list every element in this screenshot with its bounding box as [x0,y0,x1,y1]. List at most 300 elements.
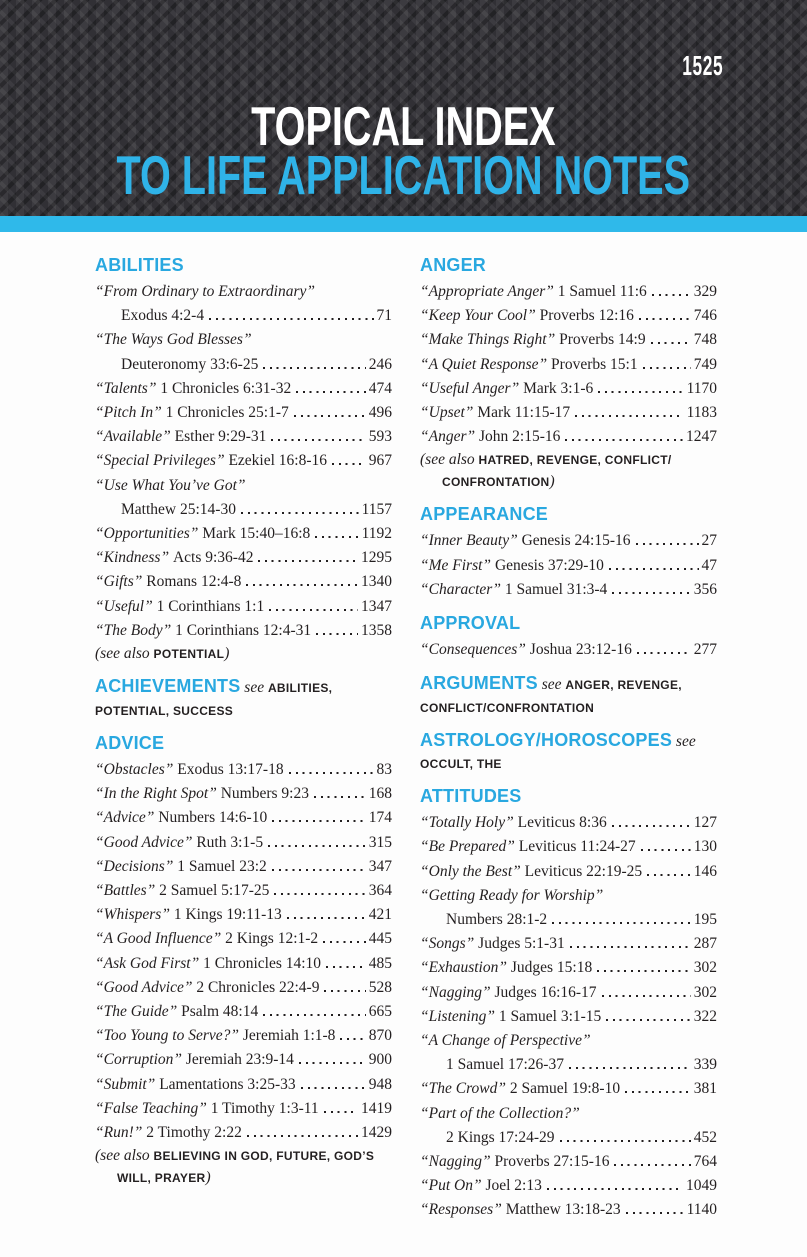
index-entry [420,981,717,1005]
index-section-abilities [95,255,392,665]
page-reference: 496 [368,404,392,422]
index-entry [420,377,717,401]
entry-title-line [420,1102,717,1126]
index-entry [95,976,392,1000]
see-label: see [240,679,268,697]
entry-text [95,595,264,619]
dot-leader [326,966,366,968]
scripture-reference: Ezekiel 16:8-16 [228,452,328,470]
note-title: “Kindness” [95,549,173,567]
dot-leader [289,772,374,774]
index-entry [420,554,717,578]
page-reference: 1295 [361,549,392,567]
note-title: “Ask God First” [95,954,204,972]
note-title: “The Body” [95,621,176,639]
index-entry [95,570,392,594]
note-title: “Totally Holy” [420,814,518,832]
scripture-reference: Esther 9:29-31 [174,428,267,446]
dot-leader [263,1014,366,1016]
index-entry [420,578,717,602]
index-entry [95,782,392,806]
index-entry [420,280,717,304]
see-also-note [95,643,392,665]
dot-leader [269,609,358,611]
section-heading [420,504,717,525]
note-title: “Battles” [95,882,160,900]
entry-text [95,546,253,570]
page-reference: 1170 [686,379,717,397]
index-entry [420,860,717,884]
scripture-reference: 1 Chronicles 14:10 [203,954,322,972]
page-reference: 665 [368,1003,392,1021]
dot-leader [247,1135,358,1137]
scripture-reference: 2 Kings 17:24-29 [446,1128,555,1146]
index-entry [420,425,717,449]
entry-title-line [95,474,392,498]
entry-text [95,1097,319,1121]
entry-text [420,1005,601,1029]
index-entry [95,595,392,619]
index-entry [95,425,392,449]
dot-leader [612,825,691,827]
page-reference: 1419 [361,1099,392,1117]
note-title: “Gifts” [95,573,147,591]
entry-text [420,811,607,835]
dot-leader [272,820,366,822]
dot-leader [263,367,365,369]
page-reference: 339 [693,1056,717,1074]
page-reference: 168 [368,785,392,803]
entry-text [420,638,632,662]
entry-text [420,932,565,956]
dot-leader [268,845,366,847]
dot-leader [614,1164,690,1166]
scripture-reference: Leviticus 11:24-27 [518,838,636,856]
page-reference: 764 [693,1153,717,1171]
page-reference: 900 [368,1051,392,1069]
index-entry [95,855,392,879]
index-entry [420,529,717,553]
note-title: “Available” [95,428,175,446]
entry-reference-row [95,498,392,522]
page-reference: 322 [693,1007,717,1025]
scripture-reference: Psalm 48:14 [181,1003,259,1021]
index-section-astrology-horoscopes [420,730,717,775]
index-entry [95,903,392,927]
scripture-reference: Genesis 37:29-10 [494,556,604,574]
note-title: “Useful” [95,597,157,615]
scripture-reference: Judges 16:16-17 [494,983,597,1001]
entry-text [420,578,607,602]
index-entry [95,1048,392,1072]
note-title: “Listening” [420,1007,499,1025]
section-heading [420,730,717,775]
entry-text [95,1048,294,1072]
note-title: “Too Young to Serve?” [95,1027,243,1045]
page-header-banner [0,0,807,216]
index-entry [95,377,392,401]
note-title: “Character” [420,580,505,598]
index-section-attitudes [420,786,717,1222]
note-title: “Opportunities” [95,525,203,543]
entry-text [420,956,592,980]
index-entry [420,1005,717,1029]
page-reference: 329 [693,283,717,300]
entry-reference-row [420,1053,717,1077]
index-entry [420,1198,717,1222]
title-row-2 [0,144,807,206]
scripture-reference: 1 Samuel 23:2 [177,857,267,875]
dot-leader [643,367,691,369]
dot-leader [647,874,691,876]
scripture-reference: Deuteronomy 33:6-25 [121,355,259,373]
entry-text [420,1150,609,1174]
index-entry [95,806,392,830]
entry-text [420,425,560,449]
page-reference: 746 [693,307,717,325]
scripture-reference: Matthew 25:14-30 [121,500,236,518]
index-section-arguments [420,673,717,719]
page-reference: 287 [693,935,717,953]
page-reference: 452 [693,1128,717,1146]
dot-leader [639,318,691,320]
entry-text [95,570,241,594]
scripture-reference: Proverbs 15:1 [551,355,638,373]
dot-leader [641,849,691,851]
dot-leader [299,1062,366,1064]
entry-text [95,1024,335,1048]
page-title-line2: TO LIFE APPLICATION NOTES [116,144,691,206]
page-number-text: 1525 [681,50,723,81]
dot-leader [606,1019,690,1021]
index-entry [95,1121,392,1145]
entry-text [95,976,319,1000]
see-also-references: HATRED, REVENGE, CONFLICT/​CONFRONTATION [442,453,672,490]
index-entry [95,879,392,903]
dot-leader [258,560,358,562]
note-title: “Special Privileges” [95,452,229,470]
entry-text [420,304,634,328]
page-reference: 967 [368,452,392,470]
entry-text [95,855,267,879]
dot-leader [271,439,365,441]
scripture-reference: 1 Kings 19:11-13 [173,906,282,924]
page-reference: 381 [693,1080,717,1098]
page-reference: 146 [693,862,717,880]
entry-text [95,401,289,425]
entry-text [95,758,284,782]
entry-text [420,377,593,401]
note-title: “In the Right Spot” [95,785,221,803]
scripture-reference: Numbers 9:23 [220,785,309,803]
section-heading-text: ABILITIES [95,255,184,275]
entry-title-line [420,884,717,908]
dot-leader [296,391,366,393]
page-reference: 474 [368,379,392,397]
page-reference: 1340 [361,573,392,591]
note-title: “Whispers” [95,906,174,924]
index-entry [420,353,717,377]
scripture-reference: Acts 9:36-42 [172,549,254,567]
scripture-reference: Proverbs 12:16 [539,307,634,325]
entry-text [420,835,636,859]
index-section-appearance [420,504,717,602]
scripture-reference: Genesis 24:15-16 [521,532,631,550]
scripture-reference: 1 Samuel 17:26-37 [446,1056,564,1074]
note-title: “Me First” [420,556,495,574]
section-heading-text: ASTROLOGY/HOROSCOPES [420,730,673,751]
section-heading-text: ADVICE [95,733,165,754]
page-reference: 749 [693,355,717,373]
note-title: “The Guide” [95,1003,182,1021]
dot-leader [565,439,683,441]
folio-page-number [657,52,723,80]
index-entry [95,619,392,643]
index-entry [420,811,717,835]
section-heading-text: APPROVAL [420,613,521,634]
dot-leader [575,415,683,417]
note-title: “The Crowd” [420,1080,510,1098]
note-title: “Keep Your Cool” [420,307,540,325]
dot-leader [547,1188,683,1190]
index-entry [420,401,717,425]
index-entry [420,1150,717,1174]
dot-leader [560,1140,691,1142]
scripture-reference: Ruth 3:1-5 [196,833,264,851]
note-title: “Songs” [420,935,479,953]
scripture-reference: 2 Chronicles 22:4-9 [196,978,320,996]
see-also-references: POTENTIAL [153,647,225,662]
entry-reference-row [420,1126,717,1150]
index-entry [420,304,717,328]
dot-leader [323,941,366,943]
scripture-reference: Romans 12:4-8 [146,573,242,591]
page-reference: 174 [368,809,392,827]
entry-text [95,927,318,951]
dot-leader [332,463,366,465]
section-heading-text: ATTITUDES [420,786,522,807]
section-heading [95,255,392,276]
section-heading-text: ARGUMENTS [420,673,538,694]
page-reference: 127 [693,814,717,832]
see-label: see [537,676,566,694]
index-section-achievements [95,676,392,722]
entry-text [420,554,604,578]
scripture-reference: 1 Samuel 31:3-4 [504,580,608,598]
page-reference: 1347 [361,597,392,615]
page-reference: 27 [701,532,717,550]
note-title: “Anger” [420,428,479,446]
entry-text [420,1198,621,1222]
dot-leader [569,1067,691,1069]
index-entry [420,932,717,956]
scripture-reference: Proverbs 14:9 [559,331,646,349]
scripture-reference: 1 Corinthians 12:4-31 [175,621,312,639]
entry-text [420,401,570,425]
page-reference: 302 [693,959,717,977]
entry-text [95,1073,296,1097]
dot-leader [316,633,358,635]
scripture-reference: Judges 5:1-31 [478,935,565,953]
page-reference: 748 [693,331,717,349]
scripture-reference: Jeremiah 23:9-14 [185,1051,294,1069]
dot-leader [340,1038,365,1040]
page-reference: 1192 [361,525,392,543]
note-title: “The Ways God Blesses” [95,331,252,349]
scripture-reference: Joshua 23:12-16 [529,641,632,659]
index-entry [95,546,392,570]
note-title: “Exhaustion” [420,959,511,977]
index-entry [95,831,392,855]
entry-text [420,280,647,304]
entry-text [95,952,321,976]
page-reference: 246 [368,355,392,373]
page-reference: 1429 [361,1124,392,1142]
note-title: “Part of the Collection?” [420,1104,580,1122]
dot-leader [625,1091,691,1093]
entry-text [95,1121,242,1145]
note-title: “Nagging” [420,983,495,1001]
entry-title-line [420,1029,717,1053]
note-title: “A Change of Perspective” [420,1032,591,1050]
dot-leader [636,543,699,545]
dot-leader [570,946,691,948]
entry-text [95,377,291,401]
index-entry [95,1024,392,1048]
dot-leader [651,342,691,344]
index-entry [95,758,392,782]
note-title: “Run!” [95,1124,147,1142]
page-reference: 421 [368,906,392,924]
entry-reference-row [420,908,717,932]
dot-leader [315,536,358,538]
note-title: “Pitch In” [95,404,166,422]
entry-text [420,1077,620,1101]
page-reference: 1140 [686,1201,717,1219]
index-section-approval [420,613,717,662]
dot-leader [552,922,691,924]
note-title: “Use What You’ve Got” [95,476,246,494]
entry-text [420,328,646,352]
dot-leader [602,995,691,997]
dot-leader [598,391,683,393]
see-also-close: ) [205,1169,211,1187]
index-entry [95,401,392,425]
note-title: “Useful Anger” [420,379,524,397]
see-references: OCCULT, THE [420,757,502,772]
index-entry [420,1174,717,1198]
entry-text [95,782,309,806]
see-references: ABILITIES, POTENTIAL, SUCCESS [95,681,333,719]
section-heading-text: APPEARANCE [420,504,549,525]
scripture-reference: Judges 15:18 [510,959,593,977]
page-reference: 870 [368,1027,392,1045]
see-also-label: (see also [95,1147,154,1165]
note-title: “Obstacles” [95,761,178,779]
note-title: “Talents” [95,379,161,397]
scripture-reference: Exodus 13:17-18 [177,761,284,779]
scripture-reference: Leviticus 22:19-25 [524,862,643,880]
index-entry [95,449,392,473]
scripture-reference: 2 Kings 12:1-2 [225,930,319,948]
page-reference: 83 [376,761,392,779]
index-entry [420,328,717,352]
dot-leader [294,415,366,417]
note-title: “Consequences” [420,641,530,659]
column-right [420,255,717,1223]
entry-title-line [95,328,392,352]
entry-text [95,879,269,903]
section-heading [95,733,392,754]
dot-leader [652,294,691,296]
page-reference: 948 [368,1075,392,1093]
page-reference: 71 [376,307,392,325]
entry-text [95,831,263,855]
entry-text [420,860,642,884]
dot-leader [324,1111,358,1113]
scripture-reference: 1 Corinthians 1:1 [156,597,265,615]
page-reference: 1358 [361,621,392,639]
scripture-reference: Numbers 14:6-10 [158,809,268,827]
dot-leader [637,652,691,654]
note-title: “Corruption” [95,1051,186,1069]
scripture-reference: 2 Timothy 2:22 [146,1124,242,1142]
see-references: ANGER, REVENGE, CONFLICT/​CONFRONTATION [420,678,682,716]
scripture-reference: Mark 11:15-17 [477,404,571,422]
page-reference: 47 [701,556,717,574]
page-reference: 195 [693,911,717,929]
section-heading [420,255,717,276]
page-reference: 485 [368,954,392,972]
section-heading [420,613,717,634]
column-left [95,255,392,1223]
scripture-reference: Numbers 28:1-2 [446,911,548,929]
note-title: “Appropriate Anger” [420,283,558,300]
note-title: “From Ordinary to Extraordinary” [95,283,316,300]
entry-text [95,806,267,830]
note-title: “Inner Beauty” [420,532,522,550]
entry-text [420,1174,542,1198]
see-also-close: ) [549,473,555,491]
scripture-reference: Mark 3:1-6 [523,379,594,397]
see-also-label: (see also [95,645,154,663]
scripture-reference: 1 Samuel 11:6 [557,283,647,300]
index-entry [420,1077,717,1101]
note-title: “False Teaching” [95,1099,211,1117]
note-title: “Good Advice” [95,978,197,996]
note-title: “Nagging” [420,1153,495,1171]
section-heading [420,786,717,807]
note-title: “Only the Best” [420,862,525,880]
dot-leader [597,970,691,972]
entry-text [95,522,310,546]
page-reference: 364 [368,882,392,900]
section-heading [420,673,717,719]
scripture-reference: Joel 2:13 [485,1177,542,1195]
section-heading-text: ACHIEVEMENTS [95,676,241,697]
scripture-reference: 1 Timothy 1:3-11 [210,1099,319,1117]
index-entry [95,927,392,951]
dot-leader [324,990,365,992]
page-reference: 315 [368,833,392,851]
dot-leader [209,318,373,320]
page-reference: 1247 [686,428,717,446]
dot-leader [241,512,359,514]
scripture-reference: Leviticus 8:36 [517,814,607,832]
cyan-divider-stripe [0,216,807,232]
entry-text [420,981,597,1005]
dot-leader [287,917,366,919]
